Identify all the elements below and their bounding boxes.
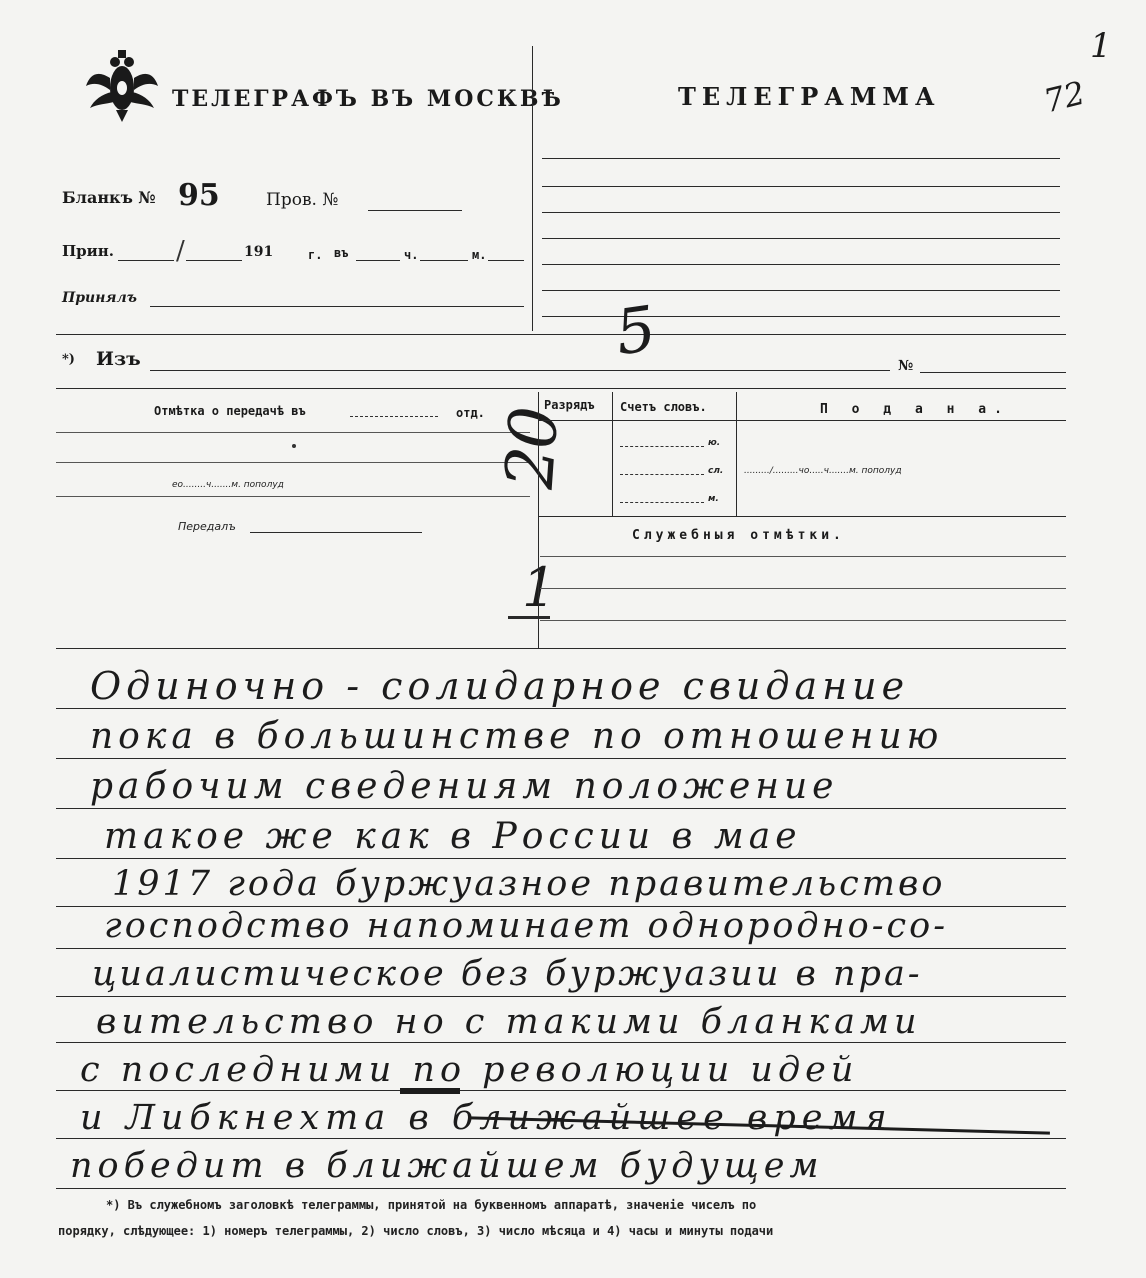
service-line bbox=[540, 588, 1066, 589]
telegram-title: ТЕЛЕГРАММА bbox=[678, 82, 941, 111]
year-prefix: 191 bbox=[244, 244, 274, 260]
footnote-line: *) Въ служебномъ заголовкѣ телеграммы, принятой на буквенномъ аппаратѣ, значеніе чиселъ по bbox=[106, 1198, 757, 1212]
prin-day-field[interactable] bbox=[118, 260, 174, 261]
body-line bbox=[56, 1090, 1066, 1091]
footnote-line: порядку, слѣдующее: 1) номеръ телеграммы, 2) число словъ, 3) число мѣсяца и 4) часы и минуты подачи bbox=[58, 1224, 774, 1238]
body-line bbox=[56, 708, 1066, 709]
minute-tail-line bbox=[488, 260, 524, 261]
podana-row: ........./.........чо.....ч.......м. пополуд bbox=[744, 466, 902, 476]
prov-field[interactable] bbox=[368, 210, 462, 211]
handwritten-numeral: 1 bbox=[522, 556, 557, 619]
handwritten-line: циалистическое без буржуазии в пра- bbox=[92, 954, 923, 994]
table-column-border bbox=[736, 392, 737, 516]
service-line bbox=[540, 620, 1066, 621]
handwritten-line: вительство но с такими бланками bbox=[96, 1002, 922, 1042]
s-label: сл. bbox=[708, 466, 724, 476]
ch-label: ч. bbox=[404, 248, 419, 262]
v-label: въ bbox=[334, 246, 349, 260]
body-line bbox=[56, 1138, 1066, 1139]
table-header-rule bbox=[538, 420, 1066, 421]
service-label: Служебныя отмѣтки. bbox=[632, 528, 845, 543]
transfer-line bbox=[56, 432, 530, 433]
peredal-label: Передалъ bbox=[178, 520, 236, 533]
words-field[interactable] bbox=[620, 502, 704, 503]
blank-number: 95 bbox=[178, 178, 220, 213]
handwritten-line: пока в большинстве по отношению bbox=[90, 716, 944, 757]
body-line bbox=[56, 808, 1066, 809]
corner-note: 1 bbox=[1090, 26, 1112, 66]
iz-field[interactable] bbox=[150, 370, 890, 371]
handwritten-line: 1917 года буржуазное правительство bbox=[112, 864, 946, 904]
otmetka-field[interactable] bbox=[350, 416, 438, 417]
peredal-field[interactable] bbox=[250, 532, 422, 533]
m-label: м. bbox=[472, 248, 487, 262]
column-divider bbox=[532, 46, 533, 331]
otmetka-label: Отмѣтка о передачѣ въ bbox=[154, 404, 306, 418]
table-bottom-rule bbox=[538, 516, 1066, 517]
table-column-border bbox=[612, 392, 613, 516]
body-line bbox=[56, 948, 1066, 949]
body-line bbox=[56, 758, 1066, 759]
transfer-time-row: ео........ч.......м. пополуд bbox=[172, 480, 284, 490]
otd-label: отд. bbox=[456, 406, 485, 420]
podana-header: П о д а н а. bbox=[820, 402, 1010, 417]
section-rule bbox=[56, 388, 1066, 389]
dot-mark bbox=[292, 444, 296, 448]
service-line bbox=[540, 556, 1066, 557]
message-line bbox=[542, 186, 1060, 187]
prinyal-field[interactable] bbox=[150, 306, 524, 307]
handwritten-line: такое же как в России в мае bbox=[104, 816, 802, 857]
iz-number-field[interactable] bbox=[920, 372, 1066, 373]
razryad-header: Разрядъ bbox=[544, 398, 595, 412]
message-line bbox=[542, 158, 1060, 159]
words-field[interactable] bbox=[620, 446, 704, 447]
schet-header: Счетъ словъ. bbox=[620, 400, 707, 414]
body-line bbox=[56, 858, 1066, 859]
body-line bbox=[56, 1188, 1066, 1189]
date-slash: / bbox=[176, 236, 185, 266]
archive-number: 72 bbox=[1040, 73, 1089, 121]
message-line bbox=[542, 264, 1060, 265]
body-line bbox=[56, 996, 1066, 997]
message-line bbox=[542, 212, 1060, 213]
w-label: ю. bbox=[708, 438, 721, 448]
prov-label: Пров. № bbox=[266, 190, 339, 210]
numeral-underline bbox=[508, 616, 550, 619]
iz-marker: *) bbox=[62, 352, 75, 367]
handwritten-line: и Либкнехта в ближайшее время bbox=[80, 1098, 893, 1138]
handwritten-line: господство напоминает однородно-со- bbox=[104, 906, 949, 946]
minute-field[interactable] bbox=[420, 260, 468, 261]
handwritten-numeral: 5 bbox=[611, 291, 661, 370]
handwritten-line: рабочим сведениям положение bbox=[90, 766, 839, 807]
table-left-border bbox=[538, 392, 539, 648]
strikethrough-mark bbox=[400, 1088, 460, 1094]
blank-label: Бланкъ № bbox=[62, 188, 156, 207]
words-field[interactable] bbox=[620, 474, 704, 475]
iz-number-label: № bbox=[898, 358, 914, 374]
telegraph-title: ТЕЛЕГРАФЪ ВЪ МОСКВѢ bbox=[172, 86, 564, 112]
iz-label: Изъ bbox=[96, 348, 141, 370]
prin-month-field[interactable] bbox=[186, 260, 242, 261]
message-line bbox=[542, 238, 1060, 239]
handwritten-line: Одиночно - солидарное свидание bbox=[90, 664, 910, 708]
section-rule bbox=[56, 648, 1066, 649]
hour-field[interactable] bbox=[356, 260, 400, 261]
section-rule bbox=[56, 334, 1066, 335]
transfer-line bbox=[56, 462, 530, 463]
handwritten-numeral: 20 bbox=[490, 405, 574, 492]
handwritten-line: с последними по революции идей bbox=[80, 1050, 859, 1090]
g-label: г. bbox=[308, 248, 323, 262]
transfer-line bbox=[56, 496, 530, 497]
body-line bbox=[56, 1042, 1066, 1043]
handwritten-line: победит в ближайшем будущем bbox=[70, 1146, 824, 1186]
prin-label: Прин. bbox=[62, 242, 114, 260]
message-line bbox=[542, 290, 1060, 291]
prinyal-label: Принялъ bbox=[62, 290, 137, 306]
eagle-emblem-icon bbox=[84, 48, 160, 124]
m-short-label: м. bbox=[708, 494, 719, 504]
